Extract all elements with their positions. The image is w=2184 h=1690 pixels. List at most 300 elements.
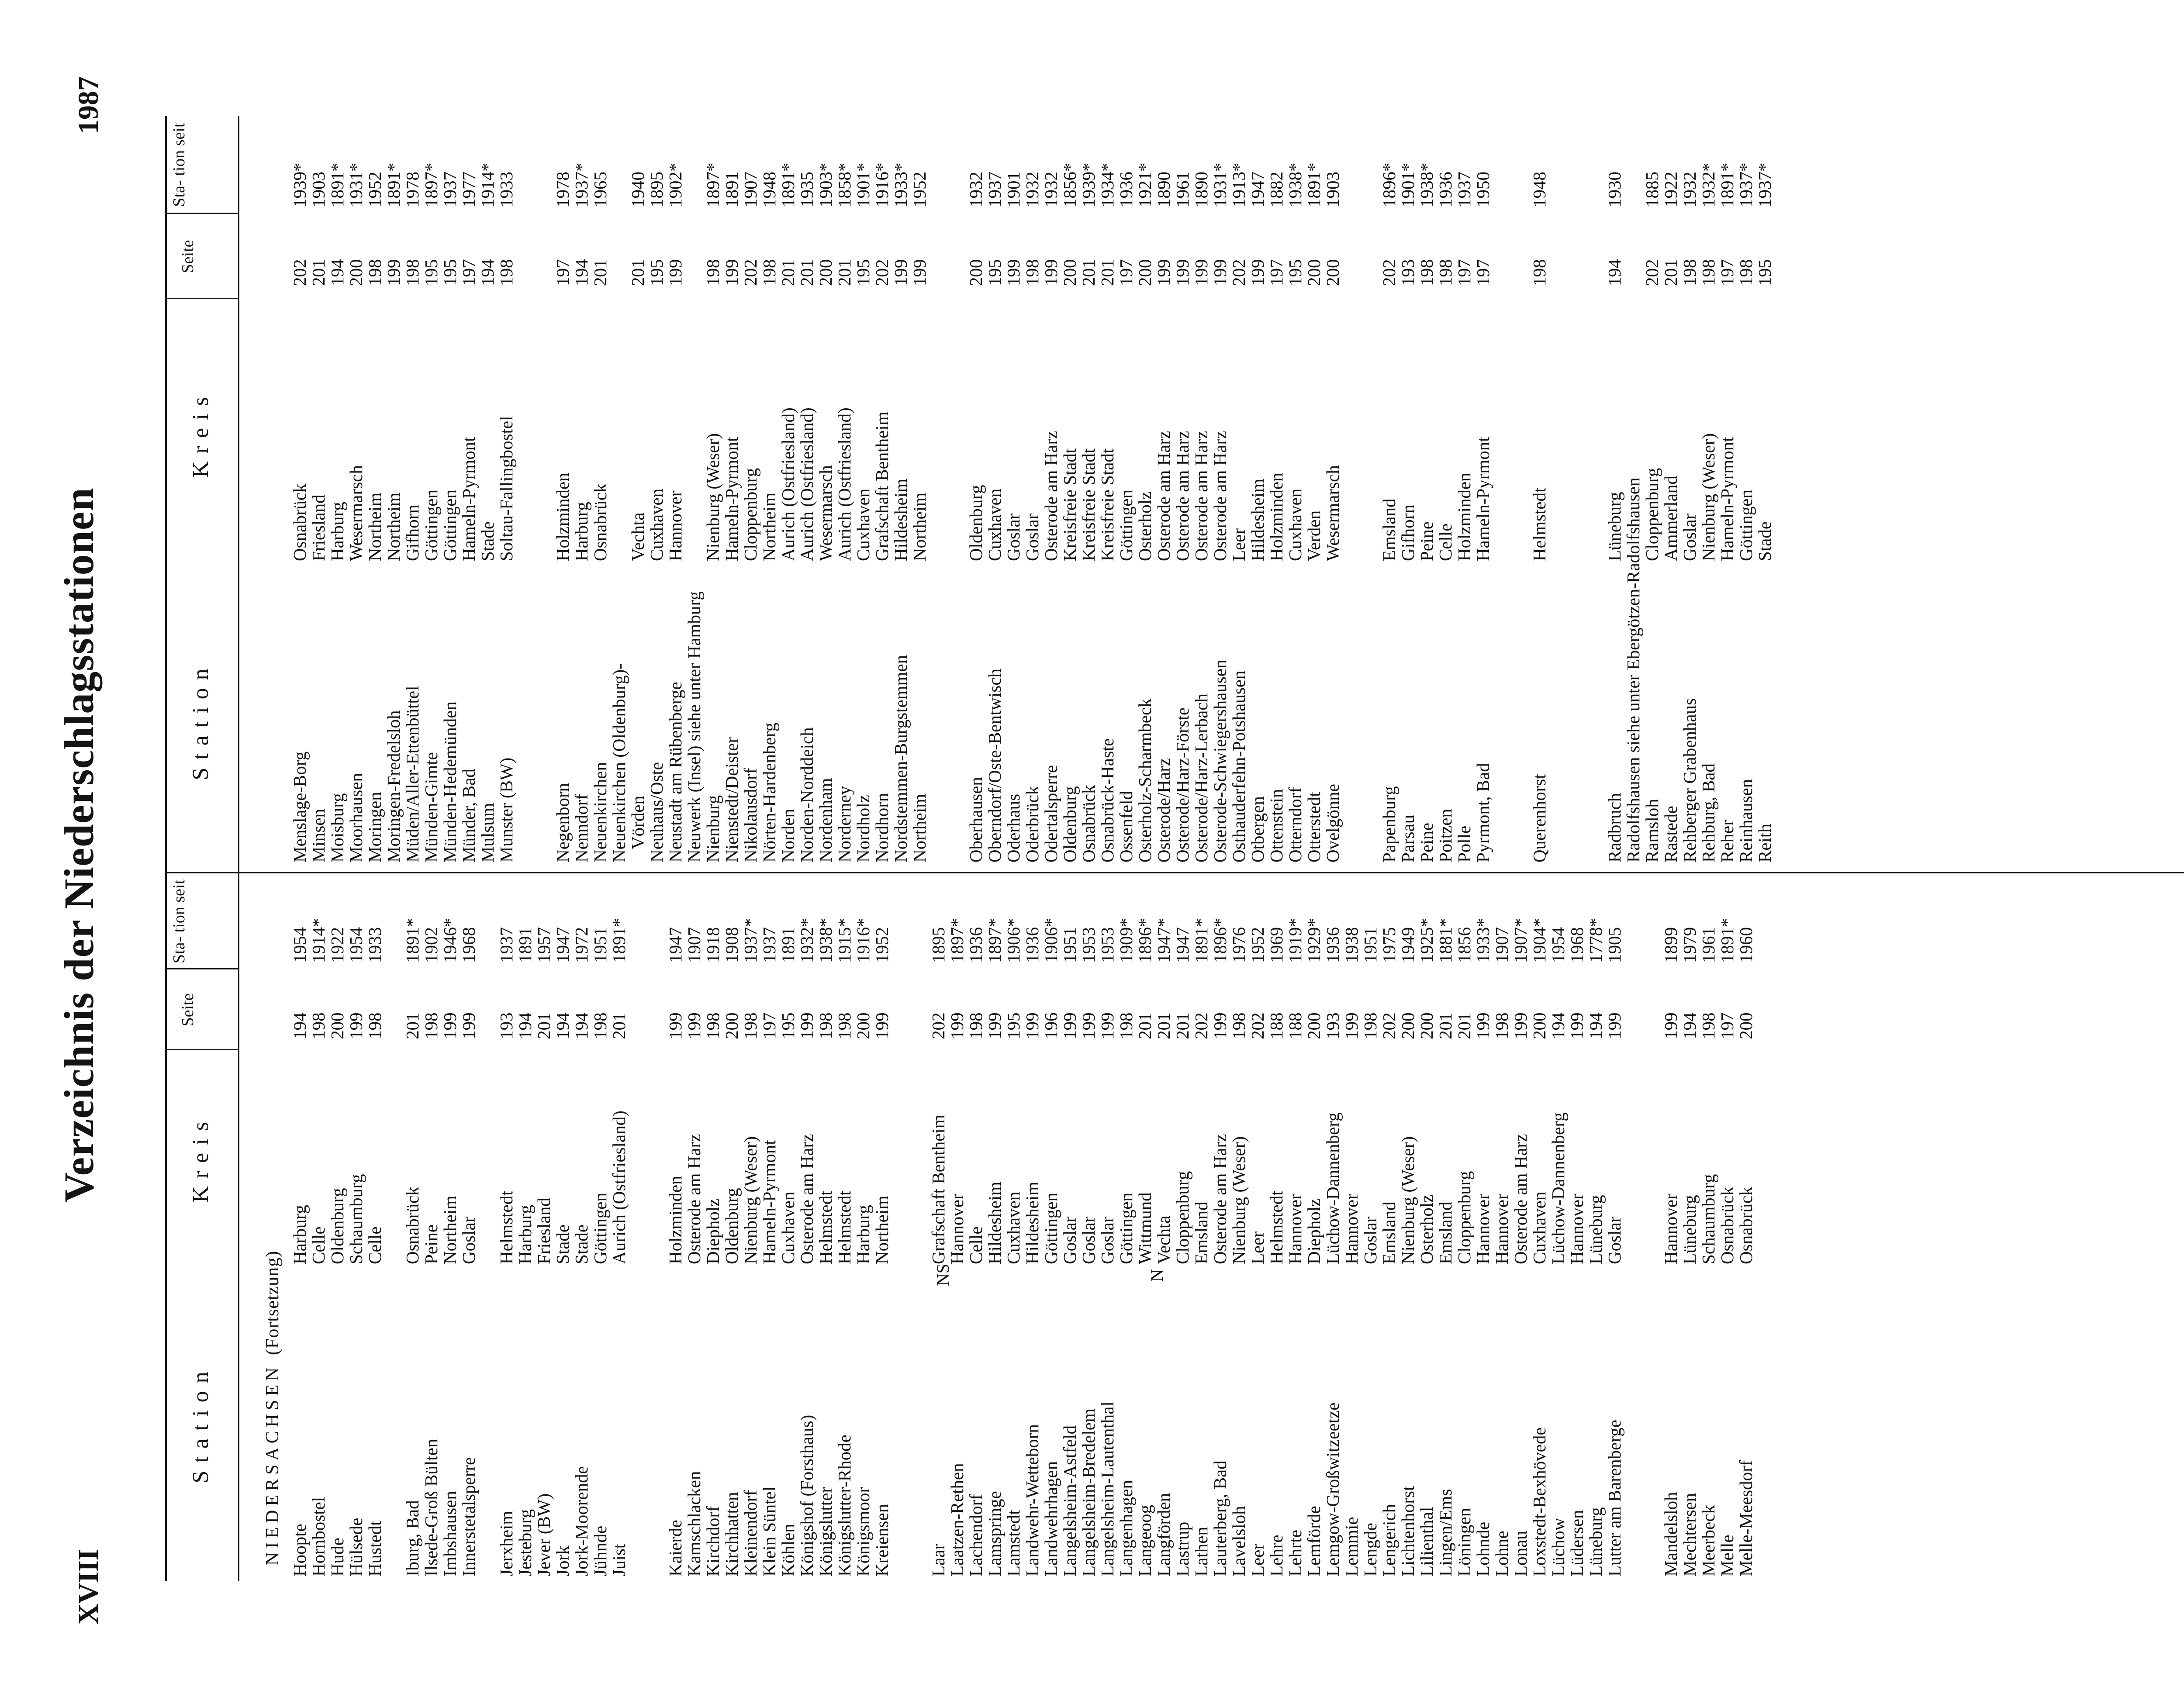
seite-cell: 197: [459, 259, 479, 286]
station-cell: Oberhausen: [966, 777, 986, 862]
kreis-cell: Kreisfreie Stadt: [1097, 448, 1117, 561]
station-cell: Moisburg: [327, 793, 347, 862]
kreis-cell: Vechta: [1154, 1215, 1174, 1264]
kreis-cell: Osnabrück: [1736, 1186, 1756, 1264]
station-cell: Vörden: [628, 796, 648, 862]
station-cell: Norderney: [834, 786, 854, 862]
station-cell: Münder, Bad: [459, 769, 479, 862]
seite-cell: [384, 1013, 403, 1040]
station-seit-cell: 1952: [365, 172, 385, 207]
kreis-cell: Wesermarsch: [1323, 465, 1343, 561]
station-seit-cell: 1913*: [1229, 162, 1249, 207]
station-seit-cell: 1977: [459, 172, 479, 207]
seite-cell: [1586, 259, 1605, 286]
station-cell: Leer: [1248, 1543, 1268, 1576]
kreis-cell: Hannover: [1473, 1193, 1493, 1264]
seite-cell: 200: [1736, 1012, 1756, 1039]
kreis-cell: Hameln-Pyrmont: [759, 1140, 779, 1264]
seite-cell: 198: [1679, 259, 1700, 286]
seite-cell: 194: [1604, 259, 1624, 286]
seite-cell: 201: [797, 259, 817, 286]
seite-cell: [629, 1013, 647, 1040]
station-seit-cell: 1953: [1078, 927, 1099, 963]
station-seit-cell: 1975: [1379, 927, 1399, 963]
station-cell: Osthauderfehn-Potshausen: [1229, 670, 1249, 862]
seite-cell: 197: [759, 1012, 779, 1039]
station-seit-cell: 1915*: [834, 918, 854, 963]
seite-cell: 202: [1248, 1012, 1268, 1039]
station-cell: Lüdersen: [1567, 1510, 1587, 1576]
station-seit-cell: 1897*: [703, 162, 723, 207]
seite-cell: 194: [571, 1012, 591, 1039]
kreis-cell: Goslar: [459, 1216, 479, 1264]
station-seit-cell: 1932*: [1698, 162, 1718, 207]
seite-cell: 201: [308, 259, 328, 286]
kreis-cell: [516, 407, 535, 561]
station-cell: Laar: [928, 1543, 948, 1576]
station-cell: Osnabrück-Haste: [1097, 738, 1117, 862]
station-seit-cell: 1938*: [1285, 162, 1305, 207]
station-cell: Lilienthal: [1417, 1507, 1437, 1576]
right-seit-column: [290, 163, 1774, 208]
seite-cell: 193: [1323, 1012, 1343, 1039]
station-seit-cell: 1954: [290, 927, 310, 963]
seite-cell: 200: [1060, 259, 1080, 286]
kreis-cell: [1511, 407, 1530, 561]
kreis-cell: Göttingen: [440, 490, 460, 561]
station-seit-cell: 1949: [1398, 927, 1418, 963]
seite-cell: 198: [740, 1012, 760, 1039]
kreis-cell: Hannover: [1567, 1193, 1587, 1264]
seite-cell: 198: [365, 259, 385, 286]
kreis-cell: [610, 407, 629, 561]
station-seit-cell: [892, 918, 910, 963]
seite-cell: 202: [872, 259, 892, 286]
station-seit-cell: 1904*: [1529, 918, 1549, 963]
station-seit-cell: 1937: [440, 172, 460, 207]
seite-cell: 200: [1304, 1012, 1324, 1039]
right-seite-column: [290, 259, 1774, 286]
kreis-cell: Göttingen: [1116, 490, 1136, 561]
kreis-cell: Grafschaft Bentheim: [928, 1114, 948, 1264]
kreis-cell: Lüneburg: [1604, 492, 1624, 561]
station-seit-cell: 1950: [1473, 172, 1493, 207]
station-cell: Lingen/Ems: [1435, 1489, 1455, 1576]
kreis-cell: Wesermarsch: [816, 465, 836, 561]
station-seit-cell: 1952: [872, 927, 892, 963]
kreis-cell: Osnabrück: [1717, 1186, 1737, 1264]
seite-cell: 199: [1248, 259, 1268, 286]
kreis-cell: [1643, 1111, 1662, 1264]
station-seit-cell: 1951: [590, 927, 610, 963]
kreis-cell: Lüchow-Dannenberg: [1323, 1112, 1343, 1264]
seite-cell: 200: [966, 259, 986, 286]
station-seit-cell: 1961: [1698, 927, 1718, 963]
kreis-cell: Osnabrück: [590, 483, 610, 561]
seite-cell: 198: [816, 1012, 836, 1039]
station-seit-cell: 1907: [740, 172, 760, 207]
kreis-cell: Cuxhaven: [1285, 488, 1305, 561]
seite-cell: 201: [778, 259, 798, 286]
seite-cell: 197: [1266, 259, 1286, 286]
station-seit-cell: 1916*: [853, 918, 873, 963]
seite-cell: 198: [834, 1012, 854, 1039]
station-cell: Loxstedt-Bexhövede: [1529, 1427, 1549, 1576]
station-cell: Jühnde: [590, 1525, 610, 1576]
seite-cell: 198: [759, 259, 779, 286]
seite-cell: 193: [496, 1012, 516, 1039]
kreis-cell: Osterode am Harz: [1172, 431, 1192, 561]
header-kreis-left: Kreis: [188, 1114, 213, 1203]
station-seit-cell: 1919*: [1285, 918, 1305, 963]
header-seite-right: Seite: [179, 240, 197, 273]
station-seit-cell: 1891*: [609, 918, 629, 963]
station-cell: Rehberger Grabenhaus: [1679, 698, 1700, 862]
left-seite-column: [290, 1013, 1755, 1040]
station-seit-cell: 1968: [1567, 927, 1587, 963]
station-cell: Mechtersen: [1679, 1493, 1700, 1576]
station-seit-cell: 1932: [1022, 172, 1042, 207]
seite-cell: 197: [553, 259, 573, 286]
station-seit-cell: [1643, 918, 1662, 963]
kreis-cell: Aurich (Ostfriesland): [834, 407, 854, 561]
seite-cell: 198: [1417, 259, 1437, 286]
station-seit-cell: [610, 163, 629, 208]
seite-cell: 199: [1210, 259, 1230, 286]
seite-cell: 194: [1586, 1012, 1606, 1039]
station-cell: Ilsede-Groß Bülten: [421, 1438, 441, 1576]
seite-cell: 201: [609, 1012, 629, 1039]
station-cell: Landwehrhagen: [1041, 1461, 1061, 1576]
station-seit-cell: 1957: [534, 927, 554, 963]
station-cell: Kleinendorf: [740, 1490, 760, 1576]
kreis-cell: Göttingen: [590, 1193, 610, 1264]
kreis-cell: Cloppenburg: [1642, 468, 1662, 561]
station-cell: Nordenham: [816, 778, 836, 862]
kreis-cell: Osterode am Harz: [1210, 1134, 1230, 1264]
table-center-divider: [165, 872, 2184, 873]
station-seit-cell: [1624, 918, 1643, 963]
station-seit-cell: 1933: [365, 927, 385, 963]
station-cell: Melle-Meesdorf: [1736, 1460, 1756, 1576]
station-cell: Hoopte: [290, 1524, 310, 1576]
station-seit-cell: 1960: [1736, 927, 1756, 963]
station-cell: Lengerich: [1379, 1504, 1399, 1576]
seite-cell: 202: [1229, 259, 1249, 286]
station-cell: Osterode-Schwiegershausen: [1210, 659, 1230, 862]
kreis-cell: Göttingen: [1116, 1193, 1136, 1264]
station-seit-cell: 1896*: [1210, 918, 1230, 963]
seite-cell: 194: [327, 259, 347, 286]
station-cell: Norden: [778, 809, 798, 862]
seite-cell: 201: [1135, 1012, 1155, 1039]
station-seit-cell: 1901*: [853, 162, 873, 207]
station-seit-cell: 1906*: [1041, 918, 1061, 963]
seite-cell: 199: [1097, 1012, 1117, 1039]
station-cell: Neuhaus/Oste: [646, 762, 667, 862]
header-station-seit-left: Sta- tion seit: [170, 879, 188, 964]
kreis-cell: Wesermarsch: [346, 465, 366, 561]
station-seit-cell: 1896*: [1135, 918, 1155, 963]
kreis-cell: Hildesheim: [985, 1181, 1005, 1264]
station-seit-cell: 1905: [1604, 927, 1624, 963]
station-seit-cell: 1947*: [1154, 918, 1174, 963]
station-cell: Osterode/Harz-Lerbach: [1191, 693, 1211, 862]
station-seit-cell: 1907*: [1510, 918, 1531, 963]
station-seit-cell: 1902: [421, 927, 441, 963]
kreis-cell: Cuxhaven: [985, 488, 1005, 561]
station-cell: Otterstedt: [1304, 792, 1324, 862]
margin-mark-n: N: [1147, 1269, 1167, 1282]
kreis-cell: Osterode am Harz: [1210, 431, 1230, 561]
kreis-cell: Holzminden: [1454, 473, 1474, 561]
seite-cell: 194: [515, 1012, 535, 1039]
seite-cell: 200: [1304, 259, 1324, 286]
station-seit-cell: 1947: [1248, 172, 1268, 207]
station-cell: Lemförde: [1304, 1506, 1324, 1576]
kreis-cell: Nienburg (Weser): [703, 433, 723, 561]
station-cell: [892, 1401, 910, 1576]
kreis-cell: Celle: [365, 1226, 385, 1264]
station-seit-cell: 1933*: [1473, 918, 1493, 963]
station-seit-cell: 1953: [1097, 927, 1117, 963]
station-cell: Kamschlacken: [684, 1471, 704, 1576]
station-seit-cell: 1939*: [1078, 162, 1099, 207]
seite-cell: 199: [1210, 1012, 1230, 1039]
station-cell: Langelsheim-Lautenthal: [1097, 1401, 1117, 1576]
seite-cell: [1624, 259, 1643, 286]
station-seit-cell: 1890: [1154, 172, 1174, 207]
station-seit-cell: 1978: [553, 172, 573, 207]
seite-cell: 200: [816, 259, 836, 286]
seite-cell: 200: [327, 1012, 347, 1039]
kreis-cell: Holzminden: [665, 1176, 685, 1264]
station-seit-cell: 1961: [1172, 172, 1192, 207]
kreis-cell: Northeim: [909, 492, 930, 561]
kreis-cell: Wittmund: [1135, 1192, 1155, 1264]
station-cell: Lachendorf: [966, 1494, 986, 1576]
kreis-cell: Holzminden: [1266, 473, 1286, 561]
station-seit-cell: 1882: [1266, 172, 1286, 207]
seite-cell: 202: [1379, 259, 1399, 286]
kreis-cell: Hannover: [665, 490, 685, 561]
seite-cell: 188: [1266, 1012, 1286, 1039]
seite-cell: [1643, 1013, 1662, 1040]
station-seit-cell: 1930: [1604, 172, 1624, 207]
kreis-cell: Gifhorn: [1398, 504, 1418, 561]
kreis-cell: Cuxhaven: [853, 488, 873, 561]
station-cell: Reher: [1717, 820, 1737, 862]
station-seit-cell: 1935: [797, 172, 817, 207]
seite-cell: 195: [1755, 259, 1775, 286]
seite-cell: 200: [1417, 1012, 1437, 1039]
kreis-cell: Cuxhaven: [646, 488, 667, 561]
seite-cell: 199: [665, 1012, 685, 1039]
seite-cell: 194: [553, 1012, 573, 1039]
station-seit-cell: 1903: [308, 172, 328, 207]
kreis-cell: Osterode am Harz: [1191, 431, 1211, 561]
seite-cell: 198: [1229, 1012, 1249, 1039]
station-seit-cell: 1936: [1116, 172, 1136, 207]
station-seit-cell: [1549, 163, 1568, 208]
station-cell: Klein Süntel: [759, 1486, 779, 1576]
seite-cell: 202: [290, 259, 310, 286]
kreis-cell: [1586, 407, 1605, 561]
station-seit-cell: 1948: [759, 172, 779, 207]
station-cell: Hornbostel: [308, 1497, 328, 1576]
station-cell: Neuenkirchen (Oldenburg)-: [609, 663, 629, 862]
kreis-cell: Helmstedt: [816, 1190, 836, 1264]
station-seit-cell: 1897*: [985, 918, 1005, 963]
station-cell: Rastede: [1661, 806, 1681, 862]
station-cell: Moringen-Fredelsloh: [384, 710, 404, 862]
station-cell: [1643, 1401, 1662, 1576]
station-cell: Querenhorst: [1529, 774, 1549, 862]
seite-cell: 200: [1398, 1012, 1418, 1039]
station-cell: Peine: [1417, 822, 1437, 862]
kreis-cell: Kreisfreie Stadt: [1060, 448, 1080, 561]
kreis-cell: Aurich (Ostfriesland): [797, 407, 817, 561]
seite-cell: 198: [1736, 259, 1756, 286]
margin-mark-ns: NS: [933, 1263, 953, 1286]
station-seit-cell: 1947: [1172, 927, 1192, 963]
station-seit-cell: 1936: [1435, 172, 1455, 207]
station-seit-cell: 1921*: [1135, 162, 1155, 207]
station-cell: Münden-Gimte: [421, 752, 441, 862]
kreis-cell: [1361, 407, 1380, 561]
seite-cell: 199: [1172, 259, 1192, 286]
kreis-cell: Göttingen: [421, 490, 441, 561]
station-cell: Lavelsloh: [1229, 1506, 1249, 1576]
station-seit-cell: 1891*: [1717, 918, 1737, 963]
kreis-cell: Goslar: [1060, 1216, 1080, 1264]
kreis-cell: [1624, 1111, 1643, 1264]
seite-cell: 199: [1604, 1012, 1624, 1039]
left-seit-column: [290, 918, 1755, 963]
kreis-cell: Stade: [571, 1224, 591, 1264]
kreis-cell: Northeim: [872, 1195, 892, 1264]
station-cell: Langelsheim-Bredelem: [1078, 1408, 1099, 1576]
region-name: NIEDERSACHSEN: [263, 1363, 283, 1566]
station-cell: Northeim: [909, 793, 930, 862]
kreis-cell: Leer: [1229, 528, 1249, 561]
kreis-cell: [1549, 407, 1568, 561]
station-cell: Mulsum: [477, 803, 498, 862]
kreis-cell: Goslar: [1097, 1216, 1117, 1264]
station-cell: Polle: [1454, 825, 1474, 862]
station-seit-cell: 1914*: [308, 918, 328, 963]
kreis-cell: [1624, 407, 1643, 561]
kreis-cell: [1342, 407, 1361, 561]
station-seit-cell: 1932*: [797, 918, 817, 963]
station-seit-cell: [478, 918, 497, 963]
kreis-cell: Schaumburg: [1698, 1174, 1718, 1264]
station-cell: Parsau: [1398, 814, 1418, 862]
kreis-cell: Diepholz: [703, 1198, 723, 1264]
seite-cell: [647, 1013, 666, 1040]
kreis-cell: Nienburg (Weser): [1698, 433, 1718, 561]
station-cell: Radbruch: [1604, 793, 1624, 862]
station-cell: Langelsheim-Astfeld: [1060, 1425, 1080, 1576]
seite-cell: 201: [402, 1012, 422, 1039]
station-cell: [647, 1401, 666, 1576]
seite-cell: 197: [1717, 259, 1737, 286]
header-station-right: Station: [188, 661, 213, 780]
kreis-cell: Cloppenburg: [740, 468, 760, 561]
kreis-cell: Hildesheim: [1022, 1181, 1042, 1264]
kreis-cell: Harburg: [515, 1205, 535, 1264]
station-seit-cell: [1493, 163, 1511, 208]
seite-cell: [929, 259, 948, 286]
seite-cell: 195: [421, 259, 441, 286]
station-cell: Königslutter-Rhode: [834, 1435, 854, 1576]
kreis-cell: Goslar: [1604, 1216, 1624, 1264]
seite-cell: [892, 1013, 910, 1040]
station-cell: Osterode/Harz: [1154, 758, 1174, 862]
station-seit-cell: 1891*: [1304, 162, 1324, 207]
seite-cell: 195: [1003, 1012, 1023, 1039]
seite-cell: 199: [1567, 1012, 1587, 1039]
station-cell: Jork: [553, 1545, 573, 1576]
station-seit-cell: 1972: [571, 927, 591, 963]
station-cell: Königshof (Forsthaus): [797, 1414, 817, 1576]
station-cell: Nordhorn: [872, 793, 892, 862]
kreis-cell: Helmstedt: [834, 1190, 854, 1264]
kreis-cell: Emsland: [1379, 498, 1399, 561]
kreis-cell: Ammerland: [1661, 476, 1681, 561]
seite-cell: 199: [1041, 259, 1061, 286]
seite-cell: 202: [928, 1012, 948, 1039]
kreis-cell: Hildesheim: [1248, 478, 1268, 561]
seite-cell: 198: [1698, 259, 1718, 286]
station-cell: Iburg, Bad: [402, 1500, 422, 1576]
seite-cell: 202: [740, 259, 760, 286]
seite-cell: 197: [1454, 259, 1474, 286]
kreis-cell: Celle: [308, 1226, 328, 1264]
seite-cell: 198: [966, 1012, 986, 1039]
kreis-cell: Göttingen: [1736, 490, 1756, 561]
station-seit-cell: 1932: [1679, 172, 1700, 207]
seite-cell: 196: [1041, 1012, 1061, 1039]
station-cell: Reith: [1755, 824, 1775, 862]
station-cell: Hustedt: [365, 1521, 385, 1576]
station-cell: Jever (BW): [534, 1493, 554, 1576]
station-cell: Papenburg: [1379, 786, 1399, 862]
seite-cell: [1493, 259, 1511, 286]
kreis-cell: Cloppenburg: [1454, 1171, 1474, 1264]
kreis-cell: Oldenburg: [327, 1188, 347, 1264]
station-cell: Nörten-Hardenberg: [759, 722, 779, 862]
kreis-cell: Harburg: [290, 1205, 310, 1264]
station-seit-cell: 1895: [928, 927, 948, 963]
seite-cell: 198: [496, 259, 516, 286]
station-cell: Norden-Norddeich: [797, 727, 817, 862]
station-cell: Radolfshausen siehe unter Ebergötzen-Radolfshausen: [1623, 477, 1643, 862]
station-cell: Moringen: [365, 792, 385, 862]
page-title: Verzeichnis der Niederschlagsstationen: [55, 487, 102, 1203]
station-seit-cell: 1937: [759, 927, 779, 963]
station-cell: Odertalsperre: [1041, 765, 1061, 862]
kreis-cell: Osterholz: [1135, 491, 1155, 561]
kreis-cell: [685, 407, 704, 561]
kreis-cell: Hameln-Pyrmont: [459, 437, 479, 561]
station-seit-cell: 1952: [1248, 927, 1268, 963]
seite-cell: 194: [1679, 1012, 1700, 1039]
station-cell: Nordholz: [853, 795, 873, 862]
page-number-left: XVIII: [73, 1549, 104, 1624]
seite-cell: 199: [1060, 1012, 1080, 1039]
seite-cell: 200: [722, 1012, 742, 1039]
